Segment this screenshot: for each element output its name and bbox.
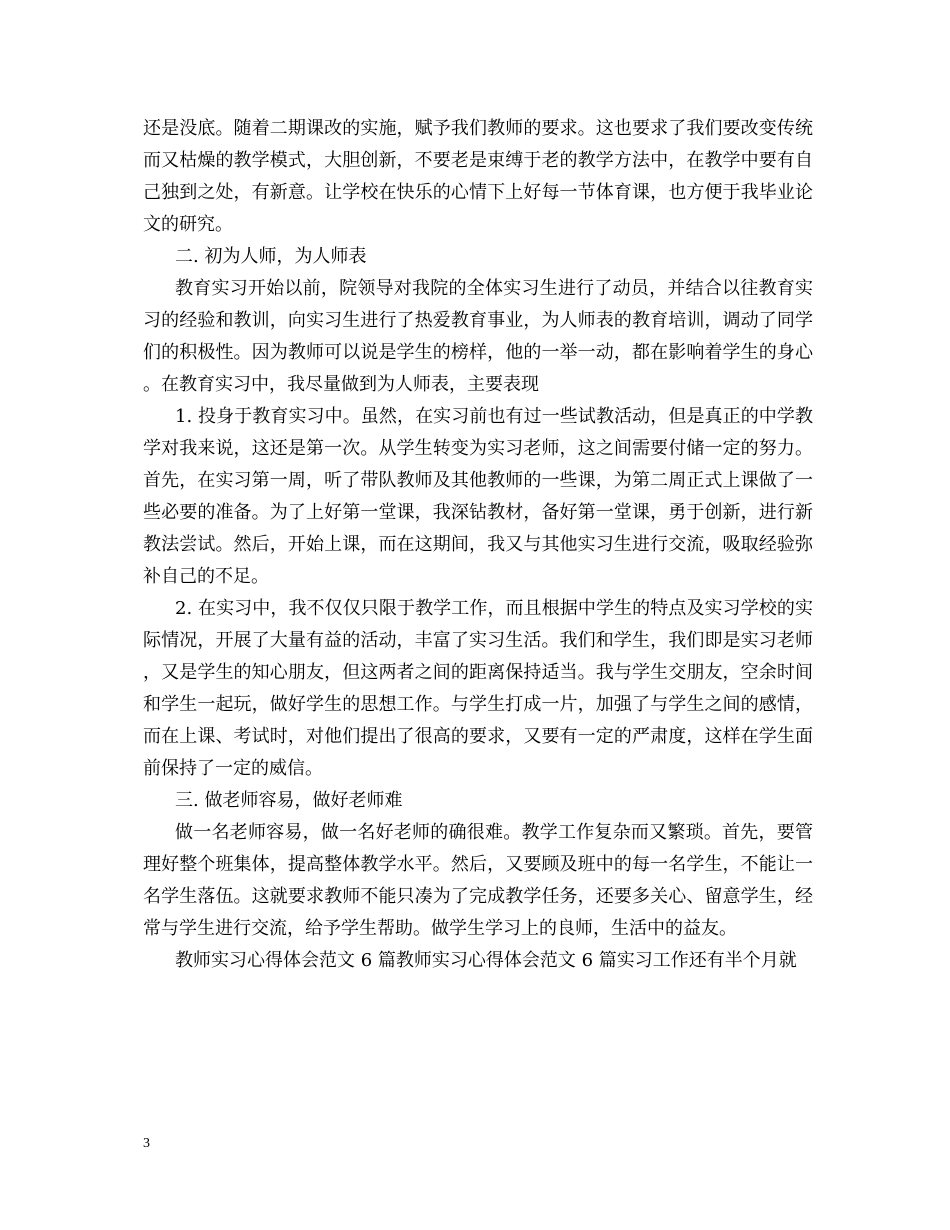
paragraph-next-article: 教师实习心得体会范文 6 篇教师实习心得体会范文 6 篇实习工作还有半个月就: [175, 950, 797, 971]
paragraph-point-two: 2. 在实习中，我不仅仅只限于教学工作，而且根据中学生的特点及实习学校的实际情况，开展了大量有益的活动，丰富了实习生活。我们和学生，我们即是实习老师，又是学生的知心朋友，但这两者之间的距离保持适当。我与学生交朋友，空余时间和学生一起玩，做好学生的思想工作。与学生打成一片，加强了与学生之间的感情，而在上课、考试时，对他们提出了很高的要求，又要有一定的严肃度，这样在学生面前保持了一定的威信。: [143, 598, 813, 779]
page-number: 3: [143, 1136, 150, 1151]
section-heading-two: 二. 初为人师，为人师表: [175, 246, 367, 267]
paragraph-continuation: 还是没底。随着二期课改的实施，赋予我们教师的要求。这也要求了我们要改变传统而又枯燥的教学模式，大胆创新，不要老是束缚于老的教学方法中，在教学中要有自己独到之处，有新意。让学校在快乐的心情下上好每一节体育课，也方便于我毕业论文的研究。: [143, 118, 813, 235]
section-heading-three: 三. 做老师容易，做好老师难: [175, 790, 403, 811]
paragraph-good-teacher: 做一名老师容易，做一名好老师的确很难。教学工作复杂而又繁琐。首先，要管理好整个班集体，提高整体教学水平。然后，又要顾及班中的每一名学生，不能让一名学生落伍。这就要求教师不能只凑为了完成教学任务，还要多关心、留意学生，经常与学生进行交流，给予学生帮助。做学生学习上的良师，生活中的益友。: [143, 822, 813, 939]
paragraph-orientation: 教育实习开始以前，院领导对我院的全体实习生进行了动员，并结合以往教育实习的经验和教训，向实习生进行了热爱教育事业，为人师表的教育培训，调动了同学们的积极性。因为教师可以说是学生的榜样，他的一举一动，都在影响着学生的身心。在教育实习中，我尽量做到为人师表，主要表现: [143, 278, 813, 395]
paragraph-point-one: 1. 投身于教育实习中。虽然，在实习前也有过一些试教活动，但是真正的中学教学对我来说，这还是第一次。从学生转变为实习老师，这之间需要付储一定的努力。首先，在实习第一周，听了带队教师及其他教师的一些课，为第二周正式上课做了一些必要的准备。为了上好第一堂课，我深钻教材，备好第一堂课，勇于创新，进行新教法尝试。然后，开始上课，而在这期间，我又与其他实习生进行交流，吸取经验弥补自己的不足。: [143, 406, 813, 587]
document-body: [143, 113, 813, 977]
